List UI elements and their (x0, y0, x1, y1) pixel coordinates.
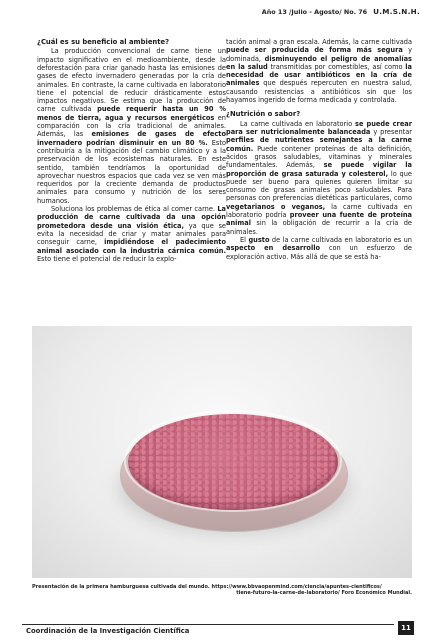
issue-info: Año 13 /Julio - Agosto/ No. 76 (261, 8, 368, 16)
page-footer (0, 618, 436, 640)
caption-line-2: tiene-futuro-la-carne-de-laboratorio/ Foro Económico Mundial. (236, 590, 412, 597)
footer-label: Coordinación de la Investigación Científica (26, 627, 190, 635)
paragraph-environment: La producción convencional de carne tiene un impacto significativo en el medioambiente, desde la deforestación para criar ganado hasta las emisiones de gases de efecto invernadero generadas por la cría de animales. En contraste, la carne cultivada en laboratorio tiene el potencial de reducir drásticamente estos impactos negativos. Se estima que la producción de carne cultivada puede requerir hasta un 90 % menos de tierra, agua y recursos energéticos en comparación con la cría tradicional de animales. Además, las emisiones de gases de efecto invernadero podrían disminuir en un 80 %. Esto contribuiría a la mitigación del cambio climático y a la preservación de los ecosistemas naturales. En este sentido, también tendríamos la oportunidad de aprovechar nuestros espacios que cada vez se ven más requeridos por la creciente demanda de productos animales para consumo y nutrición de los seres humanos. (37, 47, 226, 205)
footer-rule (22, 624, 394, 625)
caption-line-1: Presentación de la primera hamburguesa cultivada del mundo. https://www.bbvaopenmind.com/ciencia/apuntes-cientificos/ (32, 584, 382, 590)
paragraph-ethics: Soluciona los problemas de ética al comer carne. La producción de carne cultivada da una opción prometedora desde una visión ética, ya que se evita la necesidad de criar y matar animales para conseguir carne, impidiéndose el padecimiento animal asociado con la industria cárnica común. Esto tiene el potencial de reducir la explo- (37, 205, 226, 263)
dish-rim (124, 410, 342, 512)
photo-caption (32, 584, 412, 596)
paragraph-taste: El gusto de la carne cultivada en laboratorio es un aspecto en desarrollo con un esfuerzo de exploración activo. Más allá de que se está ha- (226, 235, 412, 261)
org-name: U.M.S.N.H. (373, 7, 420, 16)
left-column (37, 38, 226, 263)
paragraph-safety: tación animal a gran escala. Además, la carne cultivada puede ser producida de forma más segura y dominada, disminuyendo el peligro de anomalías en la salud transmitidas por comestibles, así como la necesidad de usar antibióticos en la cría de animales que después repercuten en nuestra salud, causando resistencias a antibióticos sin que los hayamos ingerido de forma medicada y controlada. (226, 38, 412, 105)
section-heading-nutrition: ¿Nutrición o sabor? (226, 110, 301, 119)
cultured-meat-photo (32, 326, 412, 578)
page-number: 11 (398, 621, 414, 635)
paragraph-nutrition: La carne cultivada en laboratorio se puede crear para ser nutricionalmente balanceada y presentar perfiles de nutrientes semejantes a la carne común. Puede contener proteínas de alta definición, ácidos grasos saludables, vitaminas y minerales fundamentales. Además, se puede vigilar la proporción de grasa saturada y colesterol, lo que puede ser bueno para quienes quieren limitar su consumo de grasas animales poco saludables. Para personas con preferencias dietéticas particulares, como vegetarianos o veganos, la carne cultivada en laboratorio podría proveer una fuente de proteína animal sin la obligación de recurrir a la cría de animales. (226, 119, 413, 236)
section-heading-environment: ¿Cuál es su beneficio al ambiente? (37, 38, 170, 46)
page-header (262, 7, 420, 16)
right-column (226, 38, 412, 261)
